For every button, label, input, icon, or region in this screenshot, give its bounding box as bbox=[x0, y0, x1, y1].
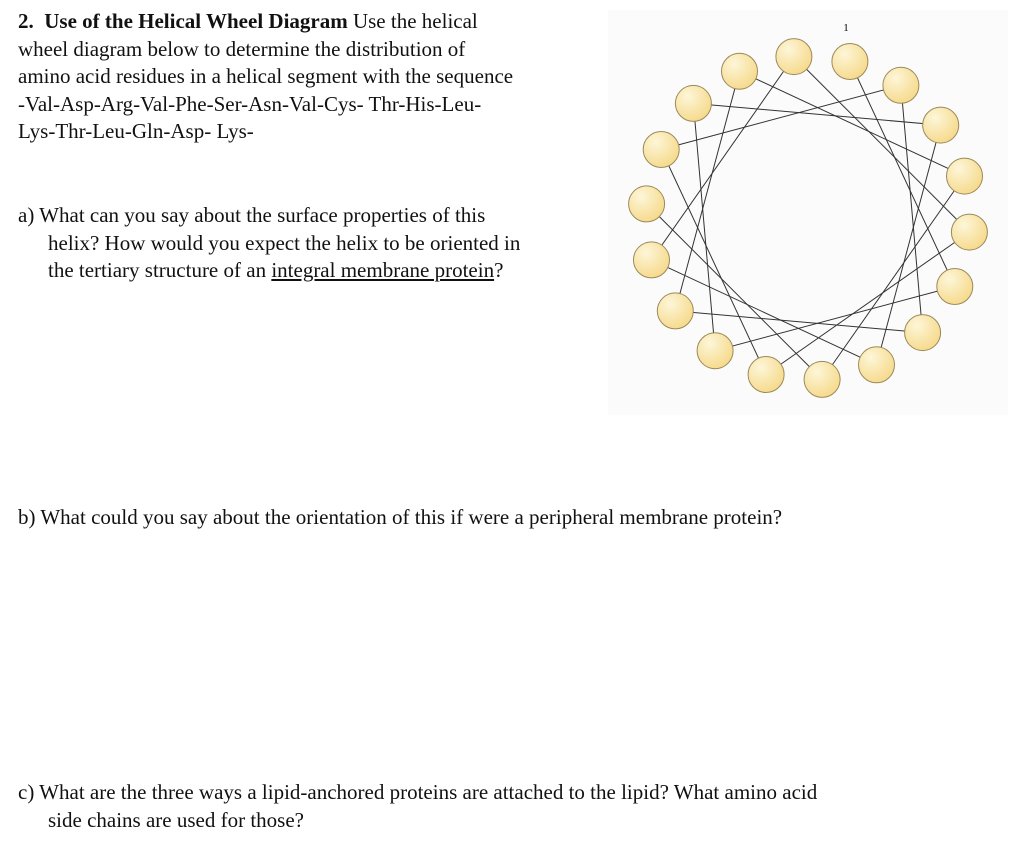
integral-membrane-protein-term: integral membrane protein bbox=[271, 258, 495, 282]
residue-circle-3 bbox=[697, 333, 733, 369]
residue-circle-18 bbox=[629, 186, 665, 222]
residue-circle-13 bbox=[905, 315, 941, 351]
part-a-line-1: a) What can you say about the surface properties of this bbox=[18, 203, 486, 227]
question-2 bbox=[18, 8, 608, 146]
part-c-line-1: c) What are the three ways a lipid-anchored proteins are attached to the lipid? What amino acid bbox=[18, 780, 818, 804]
part-a-line-3-suffix: ? bbox=[494, 258, 504, 282]
residue-circle-10 bbox=[748, 357, 784, 393]
part-a-line-2: helix? How would you expect the helix to be oriented in bbox=[48, 230, 521, 255]
part-b-question bbox=[18, 504, 998, 532]
residue-circle-6 bbox=[859, 347, 895, 383]
part-a-line-3 bbox=[18, 257, 608, 285]
residue-circle-15 bbox=[722, 53, 758, 89]
part-c-question bbox=[18, 779, 998, 834]
residue-circle-4 bbox=[675, 85, 711, 121]
question-number: 2. bbox=[18, 9, 34, 33]
question-intro: Use the helical bbox=[352, 9, 478, 33]
residue-circle-5 bbox=[923, 107, 959, 143]
part-a-question bbox=[18, 202, 608, 285]
question-2-line: amino acid residues in a helical segment with the sequence bbox=[18, 64, 514, 88]
question-title: Use of the Helical Wheel Diagram bbox=[44, 9, 348, 33]
part-a-line-3-prefix: the tertiary structure of an bbox=[48, 258, 272, 282]
part-c-line-2: side chains are used for those? bbox=[48, 807, 304, 832]
residue-circle-9 bbox=[951, 214, 987, 250]
residue-circle-11 bbox=[643, 132, 679, 168]
amino-acid-sequence-line: Lys-Thr-Leu-Gln-Asp- Lys- bbox=[18, 119, 254, 143]
residue-1-label: 1 bbox=[843, 22, 849, 34]
question-2-heading-line bbox=[18, 8, 608, 36]
amino-acid-sequence-line: -Val-Asp-Arg-Val-Phe-Ser-Asn-Val-Cys- Thr-His-Leu- bbox=[18, 91, 482, 116]
residue-circle-14 bbox=[657, 293, 693, 329]
question-2-line: wheel diagram below to determine the distribution of bbox=[18, 36, 466, 61]
residue-circle-7 bbox=[634, 242, 670, 278]
part-b-line: b) What could you say about the orientation of this if were a peripheral membrane protein? bbox=[18, 505, 783, 529]
residue-circle-16 bbox=[947, 158, 983, 194]
residue-circle-1 bbox=[832, 44, 868, 80]
residue-circle-2 bbox=[937, 269, 973, 305]
residue-circle-17 bbox=[804, 361, 840, 397]
helical-wheel-diagram bbox=[608, 10, 1008, 415]
residue-circle-12 bbox=[883, 67, 919, 103]
residue-circle-8 bbox=[776, 39, 812, 75]
